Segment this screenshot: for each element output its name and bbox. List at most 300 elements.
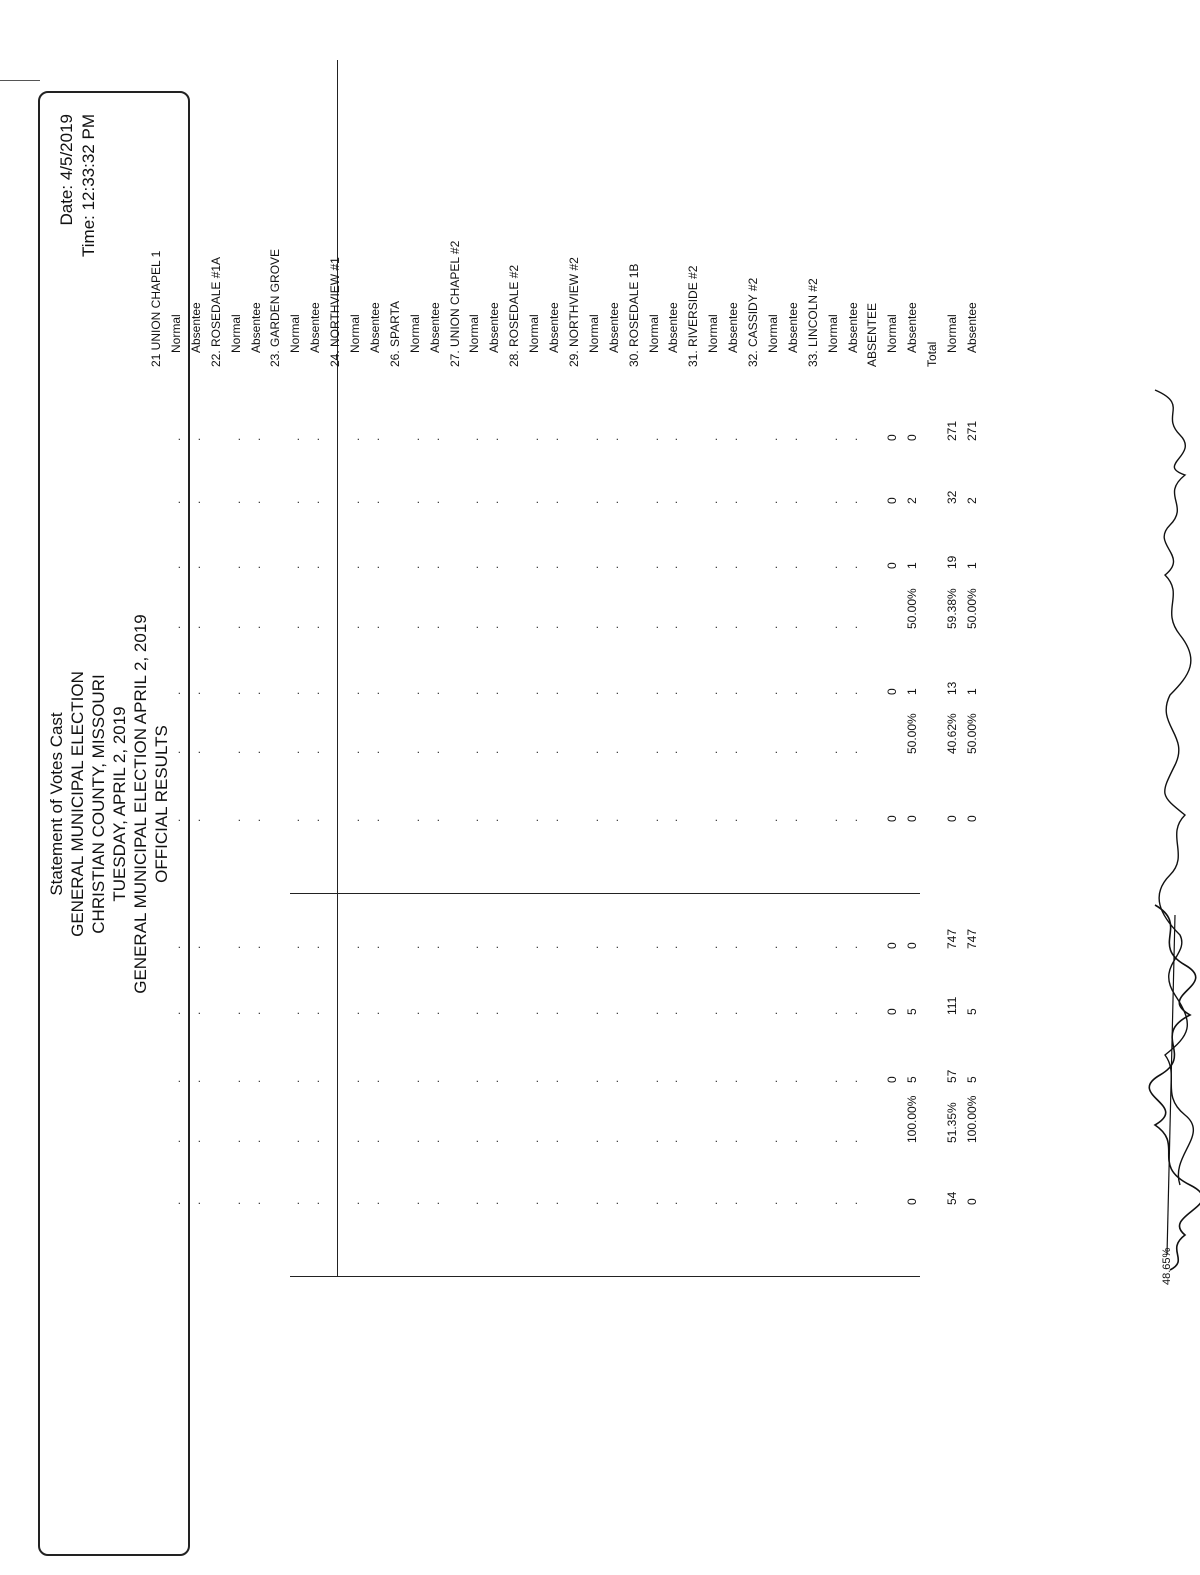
empty-cell-dot: . <box>168 750 183 754</box>
empty-cell-dot: . <box>367 500 382 504</box>
row-label: Normal <box>527 314 542 353</box>
empty-cell-dot: . <box>726 500 741 504</box>
empty-cell-dot: . <box>527 750 542 754</box>
empty-cell-dot: . <box>646 1201 661 1205</box>
empty-cell-dot: . <box>666 1139 681 1143</box>
row-label: 24. NORTHVIEW #1 <box>328 257 343 367</box>
scan-edge-line <box>0 80 40 81</box>
empty-cell-dot: . <box>487 565 502 569</box>
title-line-4: TUESDAY, APRIL 2, 2019 <box>110 706 129 902</box>
empty-cell-dot: . <box>248 625 263 629</box>
empty-cell-dot: . <box>825 945 840 949</box>
empty-cell-dot: . <box>168 437 183 441</box>
empty-cell-dot: . <box>248 500 263 504</box>
empty-cell-dot: . <box>367 1201 382 1205</box>
empty-cell-dot: . <box>765 1201 780 1205</box>
empty-cell-dot: . <box>467 625 482 629</box>
empty-cell-dot: . <box>845 818 860 822</box>
empty-cell-dot: . <box>666 818 681 822</box>
empty-cell-dot: . <box>785 1139 800 1143</box>
row-label: Absentee <box>785 302 800 353</box>
empty-cell-dot: . <box>586 1079 601 1083</box>
value-cell: 32 <box>945 490 959 504</box>
value-cell: 5 <box>905 1076 920 1083</box>
empty-cell-dot: . <box>228 1201 243 1205</box>
empty-cell-dot: . <box>288 691 303 695</box>
empty-cell-dot: . <box>467 818 482 822</box>
empty-cell-dot: . <box>825 1139 840 1143</box>
value-cell: 50.00% <box>964 588 979 629</box>
row-label: Normal <box>288 314 303 353</box>
empty-cell-dot: . <box>228 437 243 441</box>
row-label: 30. ROSEDALE 1B <box>626 263 641 367</box>
empty-cell-dot: . <box>348 1011 362 1015</box>
empty-cell-dot: . <box>726 1139 741 1143</box>
empty-cell-dot: . <box>427 750 442 754</box>
precinct-subrow <box>785 0 802 1575</box>
row-label: Normal <box>646 314 661 353</box>
empty-cell-dot: . <box>367 565 382 569</box>
empty-cell-dot: . <box>785 818 800 822</box>
empty-cell-dot: . <box>248 945 263 949</box>
empty-cell-dot: . <box>825 1011 840 1015</box>
row-label: Normal <box>228 314 243 353</box>
row-label: 22. ROSEDALE #1A <box>208 256 223 367</box>
title-line-6: OFFICIAL RESULTS <box>152 725 171 883</box>
empty-cell-dot: . <box>348 945 362 949</box>
empty-cell-dot: . <box>547 1139 561 1143</box>
empty-cell-dot: . <box>666 437 681 441</box>
empty-cell-dot: . <box>467 1139 482 1143</box>
precinct-subrow <box>646 0 663 1575</box>
empty-cell-dot: . <box>427 1011 442 1015</box>
empty-cell-dot: . <box>586 437 601 441</box>
empty-cell-dot: . <box>606 625 621 629</box>
empty-cell-dot: . <box>427 625 442 629</box>
empty-cell-dot: . <box>646 565 661 569</box>
empty-cell-dot: . <box>467 1201 482 1205</box>
empty-cell-dot: . <box>726 1201 741 1205</box>
empty-cell-dot: . <box>606 565 621 569</box>
empty-cell-dot: . <box>288 818 303 822</box>
empty-cell-dot: . <box>706 691 721 695</box>
row-label: Absentee <box>964 302 979 353</box>
value-cell: 0 <box>964 815 979 822</box>
empty-cell-dot: . <box>825 1079 840 1083</box>
empty-cell-dot: . <box>288 945 303 949</box>
empty-cell-dot: . <box>407 750 422 754</box>
empty-cell-dot: . <box>586 691 601 695</box>
value-cell: 100.00% <box>964 1095 979 1143</box>
empty-cell-dot: . <box>586 818 601 822</box>
precinct-subrow <box>904 0 921 1575</box>
empty-cell-dot: . <box>646 1139 661 1143</box>
empty-cell-dot: . <box>845 565 860 569</box>
value-cell: 0 <box>905 434 920 441</box>
value-cell: 5 <box>905 1008 920 1015</box>
empty-cell-dot: . <box>726 625 741 629</box>
value-cell: 0 <box>885 815 900 822</box>
empty-cell-dot: . <box>487 1201 502 1205</box>
precinct-heading-row <box>566 0 583 1575</box>
empty-cell-dot: . <box>606 437 621 441</box>
empty-cell-dot: . <box>407 818 422 822</box>
row-label: 32. CASSIDY #2 <box>746 277 760 367</box>
empty-cell-dot: . <box>308 565 323 569</box>
row-label: 27. UNION CHAPEL #2 <box>447 240 462 367</box>
empty-cell-dot: . <box>706 500 721 504</box>
empty-cell-dot: . <box>407 625 422 629</box>
value-cell: 1 <box>905 688 920 695</box>
empty-cell-dot: . <box>248 1201 263 1205</box>
empty-cell-dot: . <box>825 437 840 441</box>
precinct-subrow <box>367 0 384 1575</box>
empty-cell-dot: . <box>228 1011 243 1015</box>
empty-cell-dot: . <box>467 750 482 754</box>
empty-cell-dot: . <box>427 1139 442 1143</box>
empty-cell-dot: . <box>706 750 721 754</box>
empty-cell-dot: . <box>427 565 442 569</box>
row-label: Absentee <box>905 302 920 353</box>
value-cell: 51.35% <box>945 1102 959 1143</box>
value-cell: 13 <box>945 681 959 695</box>
empty-cell-dot: . <box>706 625 721 629</box>
empty-cell-dot: . <box>228 818 243 822</box>
empty-cell-dot: . <box>407 500 422 504</box>
precinct-subrow <box>168 0 185 1575</box>
row-label: Absentee <box>726 302 741 353</box>
precinct-subrow <box>407 0 424 1575</box>
empty-cell-dot: . <box>308 818 323 822</box>
row-label: Absentee <box>606 302 621 353</box>
empty-cell-dot: . <box>666 625 681 629</box>
empty-cell-dot: . <box>706 1011 721 1015</box>
empty-cell-dot: . <box>228 1139 243 1143</box>
empty-cell-dot: . <box>228 750 243 754</box>
row-label: Absentee <box>547 302 561 353</box>
value-cell: 271 <box>964 420 979 441</box>
row-label: Normal <box>467 314 482 353</box>
value-cell: 57 <box>945 1069 959 1083</box>
empty-cell-dot: . <box>248 691 263 695</box>
value-cell: 2 <box>905 497 920 504</box>
empty-cell-dot: . <box>646 818 661 822</box>
empty-cell-dot: . <box>188 565 203 569</box>
precinct-subrow <box>705 0 722 1575</box>
row-label: 23. GARDEN GROVE <box>268 248 283 367</box>
empty-cell-dot: . <box>487 1011 502 1015</box>
row-label: 33. LINCOLN #2 <box>805 278 820 367</box>
value-cell: 0 <box>885 688 900 695</box>
value-cell: 19 <box>945 555 959 569</box>
empty-cell-dot: . <box>348 750 362 754</box>
empty-cell-dot: . <box>527 625 542 629</box>
precinct-subrow <box>586 0 603 1575</box>
empty-cell-dot: . <box>765 750 780 754</box>
empty-cell-dot: . <box>367 818 382 822</box>
empty-cell-dot: . <box>547 691 561 695</box>
empty-cell-dot: . <box>308 1201 323 1205</box>
empty-cell-dot: . <box>547 1079 561 1083</box>
empty-cell-dot: . <box>467 945 482 949</box>
value-cell: 5 <box>964 1008 979 1015</box>
empty-cell-dot: . <box>527 437 542 441</box>
empty-cell-dot: . <box>168 565 183 569</box>
empty-cell-dot: . <box>586 500 601 504</box>
empty-cell-dot: . <box>547 565 561 569</box>
empty-cell-dot: . <box>427 818 442 822</box>
empty-cell-dot: . <box>706 1201 721 1205</box>
row-label: Absentee <box>487 302 502 353</box>
row-label: Normal <box>407 314 422 353</box>
empty-cell-dot: . <box>666 750 681 754</box>
empty-cell-dot: . <box>367 1011 382 1015</box>
title-line-3: CHRISTIAN COUNTY, MISSOURI <box>89 674 108 934</box>
empty-cell-dot: . <box>666 565 681 569</box>
empty-cell-dot: . <box>765 818 780 822</box>
empty-cell-dot: . <box>367 1139 382 1143</box>
empty-cell-dot: . <box>367 945 382 949</box>
empty-cell-dot: . <box>168 500 183 504</box>
value-cell: 0 <box>964 1198 979 1205</box>
empty-cell-dot: . <box>288 1011 303 1015</box>
empty-cell-dot: . <box>845 1201 860 1205</box>
empty-cell-dot: . <box>188 625 203 629</box>
precinct-subrow <box>665 0 682 1575</box>
empty-cell-dot: . <box>487 818 502 822</box>
precinct-heading-row <box>506 0 523 1575</box>
empty-cell-dot: . <box>228 945 243 949</box>
value-cell: 50.00% <box>905 588 920 629</box>
empty-cell-dot: . <box>765 437 780 441</box>
empty-cell-dot: . <box>188 691 203 695</box>
empty-cell-dot: . <box>168 1139 183 1143</box>
empty-cell-dot: . <box>288 500 303 504</box>
precinct-subrow <box>546 0 563 1575</box>
empty-cell-dot: . <box>308 945 323 949</box>
empty-cell-dot: . <box>646 625 661 629</box>
value-cell: 271 <box>945 420 959 441</box>
empty-cell-dot: . <box>427 437 442 441</box>
title-line-5: GENERAL MUNICIPAL ELECTION APRIL 2, 2019 <box>131 614 150 994</box>
empty-cell-dot: . <box>168 691 183 695</box>
value-cell: 100.00% <box>905 1095 920 1143</box>
empty-cell-dot: . <box>467 500 482 504</box>
empty-cell-dot: . <box>407 565 422 569</box>
empty-cell-dot: . <box>825 1201 840 1205</box>
empty-cell-dot: . <box>248 1139 263 1143</box>
row-label: ABSENTEE <box>865 302 880 367</box>
empty-cell-dot: . <box>407 1139 422 1143</box>
empty-cell-dot: . <box>188 818 203 822</box>
value-cell: 111 <box>945 996 959 1015</box>
empty-cell-dot: . <box>348 625 362 629</box>
empty-cell-dot: . <box>606 945 621 949</box>
empty-cell-dot: . <box>765 945 780 949</box>
empty-cell-dot: . <box>547 1201 561 1205</box>
precinct-subrow <box>466 0 483 1575</box>
empty-cell-dot: . <box>586 750 601 754</box>
empty-cell-dot: . <box>765 625 780 629</box>
value-cell: 0 <box>905 815 920 822</box>
empty-cell-dot: . <box>407 1201 422 1205</box>
empty-cell-dot: . <box>527 691 542 695</box>
last-pct: 48.65% <box>1161 1247 1173 1285</box>
empty-cell-dot: . <box>586 625 601 629</box>
empty-cell-dot: . <box>188 1011 203 1015</box>
empty-cell-dot: . <box>427 945 442 949</box>
row-label: Absentee <box>248 302 263 353</box>
empty-cell-dot: . <box>168 1201 183 1205</box>
row-label: Normal <box>348 314 362 353</box>
empty-cell-dot: . <box>188 750 203 754</box>
value-cell: 2 <box>964 497 979 504</box>
empty-cell-dot: . <box>348 437 362 441</box>
value-cell: 747 <box>945 928 959 949</box>
empty-cell-dot: . <box>785 1011 800 1015</box>
empty-cell-dot: . <box>586 1011 601 1015</box>
empty-cell-dot: . <box>308 1139 323 1143</box>
value-cell: 0 <box>905 1198 920 1205</box>
empty-cell-dot: . <box>845 500 860 504</box>
empty-cell-dot: . <box>527 565 542 569</box>
empty-cell-dot: . <box>845 625 860 629</box>
empty-cell-dot: . <box>666 500 681 504</box>
empty-cell-dot: . <box>606 1079 621 1083</box>
empty-cell-dot: . <box>666 1079 681 1083</box>
empty-cell-dot: . <box>765 691 780 695</box>
empty-cell-dot: . <box>467 1079 482 1083</box>
row-label: Total <box>925 341 940 367</box>
empty-cell-dot: . <box>547 750 561 754</box>
empty-cell-dot: . <box>765 1139 780 1143</box>
empty-cell-dot: . <box>527 1201 542 1205</box>
empty-cell-dot: . <box>785 625 800 629</box>
empty-cell-dot: . <box>248 1079 263 1083</box>
value-cell: 50.00% <box>964 713 979 754</box>
empty-cell-dot: . <box>427 1201 442 1205</box>
empty-cell-dot: . <box>228 625 243 629</box>
empty-cell-dot: . <box>427 1079 442 1083</box>
empty-cell-dot: . <box>706 945 721 949</box>
value-cell: 1 <box>964 688 979 695</box>
row-label: Absentee <box>666 302 681 353</box>
empty-cell-dot: . <box>487 625 502 629</box>
empty-cell-dot: . <box>348 1079 362 1083</box>
row-label: Normal <box>885 314 900 353</box>
empty-cell-dot: . <box>785 691 800 695</box>
empty-cell-dot: . <box>527 1011 542 1015</box>
empty-cell-dot: . <box>308 625 323 629</box>
empty-cell-dot: . <box>487 437 502 441</box>
empty-cell-dot: . <box>646 750 661 754</box>
empty-cell-dot: . <box>348 818 362 822</box>
row-label: Normal <box>825 314 840 353</box>
empty-cell-dot: . <box>308 1011 323 1015</box>
empty-cell-dot: . <box>348 500 362 504</box>
empty-cell-dot: . <box>487 750 502 754</box>
empty-cell-dot: . <box>168 1011 183 1015</box>
empty-cell-dot: . <box>348 565 362 569</box>
empty-cell-dot: . <box>168 625 183 629</box>
empty-cell-dot: . <box>785 1079 800 1083</box>
empty-cell-dot: . <box>726 565 741 569</box>
empty-cell-dot: . <box>726 945 741 949</box>
empty-cell-dot: . <box>407 691 422 695</box>
empty-cell-dot: . <box>188 1079 203 1083</box>
empty-cell-dot: . <box>845 945 860 949</box>
second-signature <box>1145 895 1200 1275</box>
empty-cell-dot: . <box>586 1139 601 1143</box>
empty-cell-dot: . <box>646 691 661 695</box>
empty-cell-dot: . <box>547 500 561 504</box>
empty-cell-dot: . <box>188 1139 203 1143</box>
empty-cell-dot: . <box>666 1201 681 1205</box>
empty-cell-dot: . <box>228 1079 243 1083</box>
empty-cell-dot: . <box>487 691 502 695</box>
empty-cell-dot: . <box>606 750 621 754</box>
empty-cell-dot: . <box>427 500 442 504</box>
row-label: 29. NORTHVIEW #2 <box>566 257 581 367</box>
empty-cell-dot: . <box>547 625 561 629</box>
empty-cell-dot: . <box>606 500 621 504</box>
precinct-subrow <box>228 0 245 1575</box>
empty-cell-dot: . <box>407 1011 422 1015</box>
precinct-subrow <box>944 0 961 1575</box>
value-cell: 1 <box>905 562 920 569</box>
empty-cell-dot: . <box>825 565 840 569</box>
row-label: Normal <box>586 314 601 353</box>
empty-cell-dot: . <box>646 1079 661 1083</box>
empty-cell-dot: . <box>706 818 721 822</box>
empty-cell-dot: . <box>228 691 243 695</box>
precinct-heading-row <box>447 0 464 1575</box>
empty-cell-dot: . <box>606 691 621 695</box>
empty-cell-dot: . <box>845 1139 860 1143</box>
precinct-heading-row <box>745 0 762 1575</box>
empty-cell-dot: . <box>467 1011 482 1015</box>
value-cell: 0 <box>905 942 920 949</box>
empty-cell-dot: . <box>308 1079 323 1083</box>
empty-cell-dot: . <box>487 500 502 504</box>
empty-cell-dot: . <box>845 750 860 754</box>
empty-cell-dot: . <box>606 1011 621 1015</box>
empty-cell-dot: . <box>606 1139 621 1143</box>
empty-cell-dot: . <box>726 818 741 822</box>
empty-cell-dot: . <box>427 691 442 695</box>
empty-cell-dot: . <box>726 691 741 695</box>
empty-cell-dot: . <box>348 691 362 695</box>
empty-cell-dot: . <box>188 500 203 504</box>
empty-cell-dot: . <box>367 437 382 441</box>
empty-cell-dot: . <box>248 437 263 441</box>
empty-cell-dot: . <box>288 1139 303 1143</box>
precinct-heading-row <box>148 0 165 1575</box>
empty-cell-dot: . <box>785 500 800 504</box>
value-cell: 747 <box>964 928 979 949</box>
empty-cell-dot: . <box>586 1201 601 1205</box>
empty-cell-dot: . <box>845 1079 860 1083</box>
precinct-subrow <box>486 0 503 1575</box>
empty-cell-dot: . <box>487 1139 502 1143</box>
empty-cell-dot: . <box>606 1201 621 1205</box>
empty-cell-dot: . <box>845 437 860 441</box>
empty-cell-dot: . <box>726 437 741 441</box>
report-date: Date: 4/5/2019 <box>57 114 76 226</box>
empty-cell-dot: . <box>527 500 542 504</box>
precinct-subrow <box>427 0 444 1575</box>
precinct-subrow <box>725 0 742 1575</box>
